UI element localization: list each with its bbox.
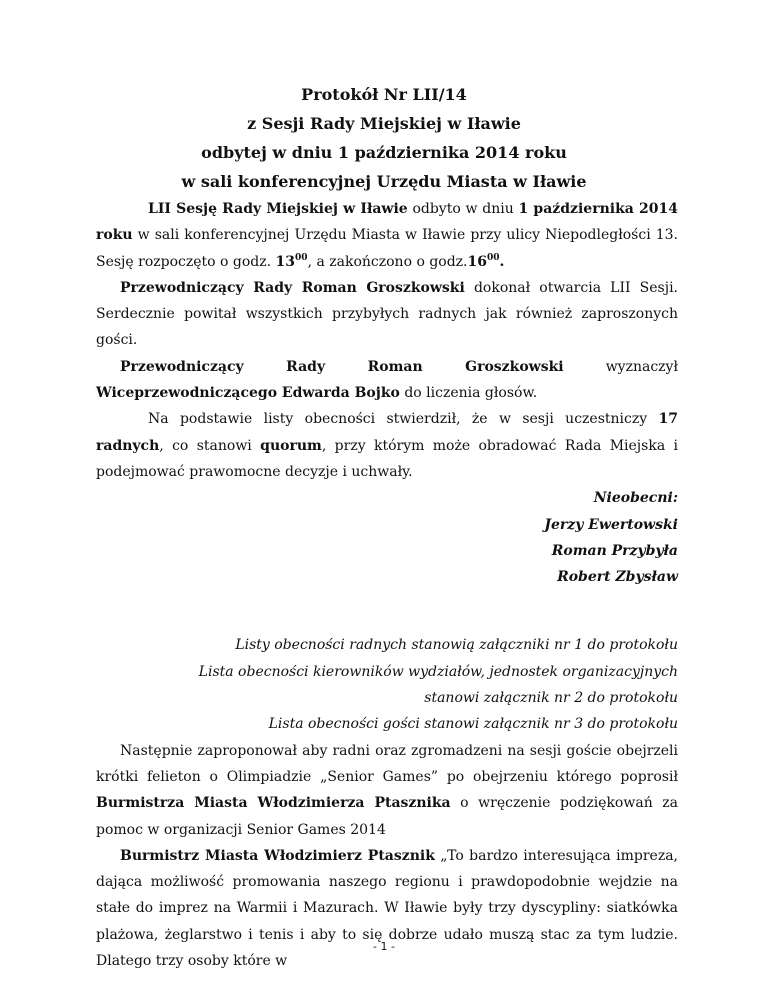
document-title-block xyxy=(0,80,768,196)
paragraph-senior-games: Następnie zaproponował aby radni oraz zgromadzeni na sesji goście obejrzeli krótki felieton o Olimpiadzie „Senior Games” po obejrzeniu którego poprosił Burmistrza Miasta Włodzimierza Ptasznika o wręczenie podziękowań za pomoc w organizacji Senior Games 2014 xyxy=(96,742,678,838)
paragraph-vote-counter: Przewodniczący Rady Roman Groszkowski wyznaczył Wiceprzewodniczącego Edwarda Bojko do liczenia głosów. xyxy=(96,358,678,402)
absent-heading: Nieobecni: xyxy=(593,490,678,507)
attachment-note: stanowi załącznik nr 2 do protokołu xyxy=(424,690,678,707)
paragraph-session-info: LII Sesję Rady Miejskiej w Iławie odbyto w dniu 1 października 2014 roku w sali konferencyjnej Urzędu Miasta w Iławie przy ulicy Niepodległości 13. Sesję rozpoczęto o godz. $13^{00}$, a zakończono o $godz.16^{00}$. xyxy=(96,201,678,270)
absent-name: Jerzy Ewertowski xyxy=(544,516,678,533)
absent-name: Robert Zbysław xyxy=(557,569,678,586)
paragraph-quorum: Na podstawie listy obecności stwierdził, że w sesji uczestniczy 17 radnych, co stanowi quorum, przy którym może obradować Rada Miejska i podejmować prawomocne decyzje i uchwały. xyxy=(96,411,679,480)
document-body xyxy=(96,196,678,974)
spacer xyxy=(96,590,678,632)
title-line-1: Protokół Nr LII/14 xyxy=(301,85,467,104)
paragraph-opening: Przewodniczący Rady Roman Groszkowski dokonał otwarcia LII Sesji. Serdecznie powitał wszystkich przybyłych radnych jak również zaproszonych gości. xyxy=(96,279,678,349)
title-line-3: odbytej w dniu 1 października 2014 roku xyxy=(201,143,567,162)
attachment-note: Lista obecności kierowników wydziałów, jednostek organizacyjnych xyxy=(198,663,678,680)
page-number: - 1 - xyxy=(373,940,395,953)
attachment-note: Lista obecności gości stanowi załącznik nr 3 do protokołu xyxy=(268,716,678,733)
title-line-4: w sali konferencyjnej Urzędu Miasta w Iławie xyxy=(181,172,587,191)
absent-name: Roman Przybyła xyxy=(551,542,678,559)
paragraph-mayor-speech: Burmistrz Miasta Włodzimierz Ptasznik „To bardzo interesująca impreza, dająca możliwość promowania naszego regionu i prawdopodobnie wejdzie na stałe do imprez na Warmii i Mazurach. W Iławie były trzy dyscypliny: siatkówka plażowa, żeglarstwo i tenis i aby to się dobrze udało muszą stac za tym ludzie. Dlatego trzy osoby które w xyxy=(96,847,679,970)
title-line-2: z Sesji Rady Miejskiej w Iławie xyxy=(247,114,521,133)
attachment-note: Listy obecności radnych stanowią załączniki nr 1 do protokołu xyxy=(235,637,678,654)
